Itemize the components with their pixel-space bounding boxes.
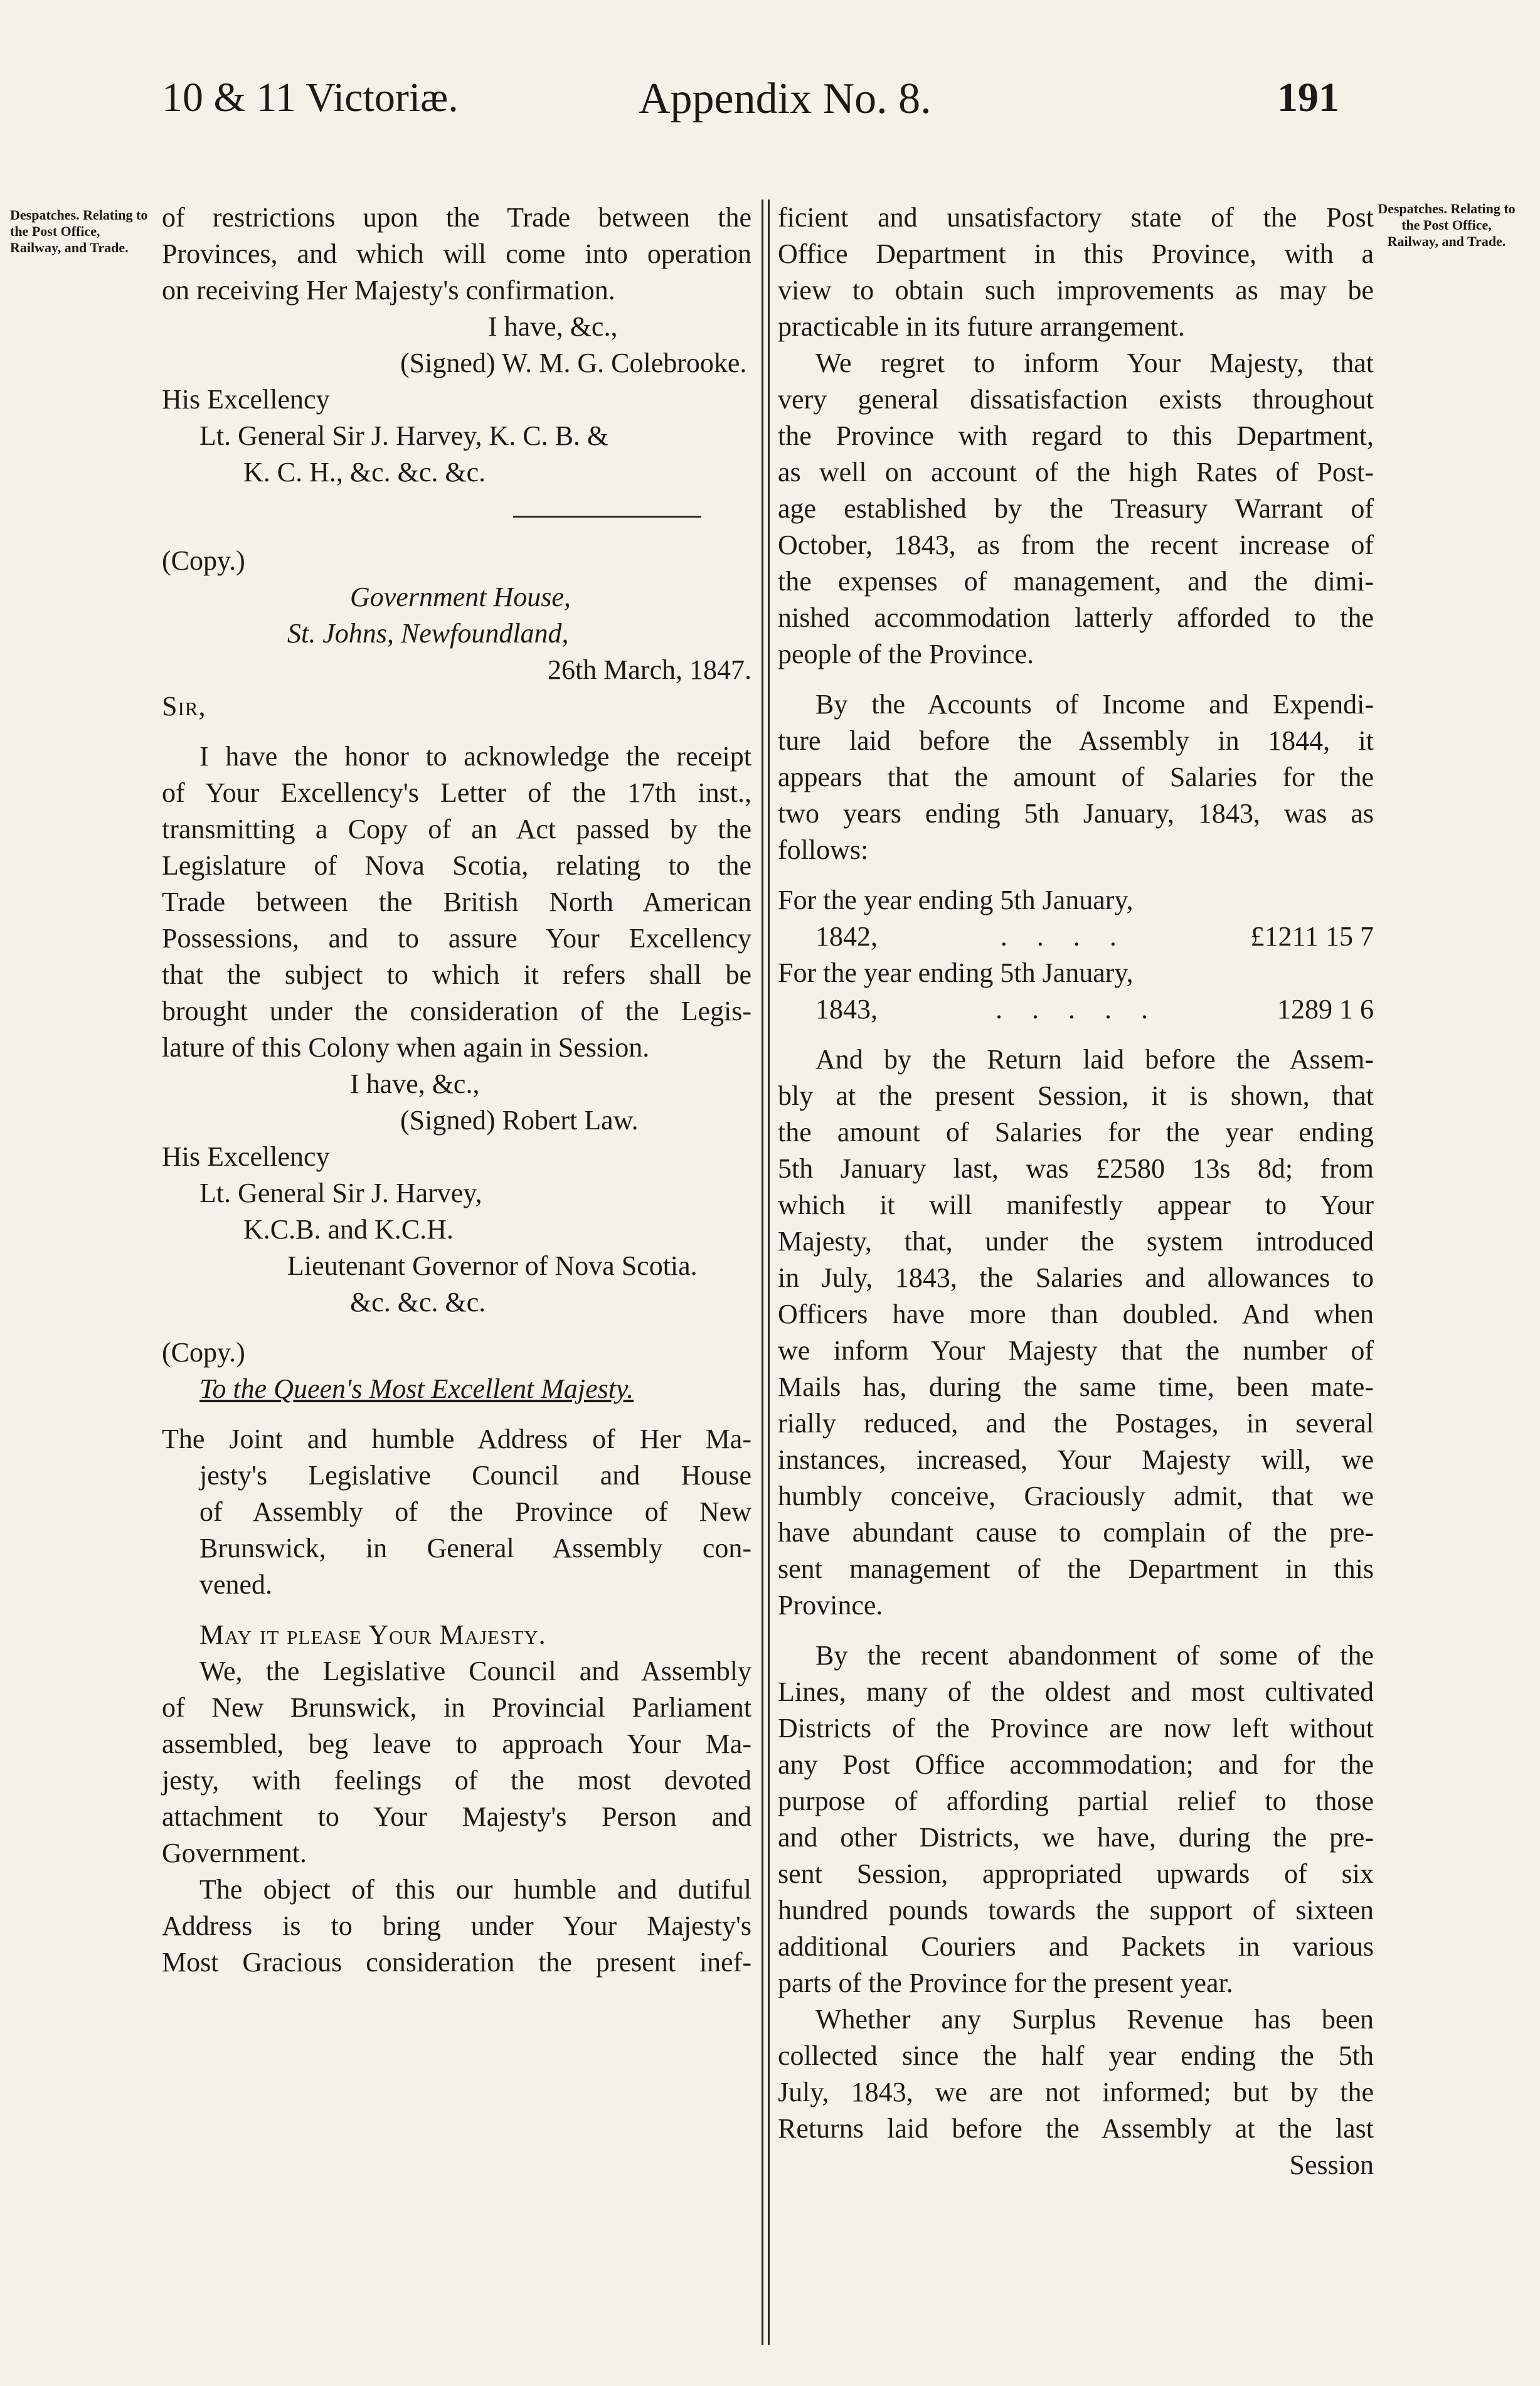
address-heading: To the Queen's Most Excellent Majesty. — [199, 1373, 634, 1404]
text-line: people of the Province. — [778, 639, 1034, 669]
text-line: jesty, with feelings of the most devoted — [162, 1765, 751, 1796]
text-line: We regret to inform Your Majesty, that — [815, 348, 1374, 378]
signature: (Signed) Robert Law. — [400, 1105, 639, 1136]
catchword: Session — [1289, 2149, 1374, 2180]
text-line: Office Department in this Province, with a — [778, 238, 1374, 269]
text-line: appears that the amount of Salaries for the — [778, 762, 1374, 792]
text-line: Lines, many of the oldest and most cultivated — [778, 1676, 1374, 1707]
text-line: view to obtain such improvements as may be — [778, 275, 1374, 306]
dateline-date: 26th March, 1847. — [547, 654, 751, 685]
signature: (Signed) W. M. G. Colebrooke. — [400, 348, 747, 378]
side-note-left: Despatches. Relating to the Post Office, Railway, and Trade. — [10, 207, 148, 255]
text-line: the amount of Salaries for the year ending — [778, 1117, 1374, 1148]
leader-dots: . . . . — [1000, 921, 1128, 952]
text-line: two years ending 5th January, 1843, was as — [778, 798, 1374, 829]
text-line: we inform Your Majesty that the number of — [778, 1335, 1374, 1366]
text-line: have abundant cause to complain of the pre- — [778, 1517, 1374, 1548]
text-line: purpose of affording partial relief to those — [778, 1786, 1374, 1816]
text-line: Officers have more than doubled. And when — [778, 1299, 1374, 1329]
account-label: For the year ending 5th January, — [778, 885, 1134, 915]
text-line: Mails has, during the same time, been mate- — [778, 1371, 1374, 1402]
page-number: 191 — [1277, 75, 1339, 120]
text-line: instances, increased, Your Majesty will, we — [778, 1444, 1374, 1475]
text-line: the expenses of management, and the dimi- — [778, 566, 1374, 597]
text-line: Districts of the Province are now left without — [778, 1713, 1374, 1744]
text-line: Trade between the British North American — [162, 887, 751, 917]
text-line: lature of this Colony when again in Session. — [162, 1032, 650, 1063]
account-row-1842 — [778, 919, 1374, 955]
text-line: of Your Excellency's Letter of the 17th inst., — [162, 777, 751, 808]
copy-label: (Copy.) — [162, 545, 245, 576]
text-line: ficient and unsatisfactory state of the Post — [778, 202, 1374, 233]
side-note-right: Despatches. Relating to the Post Office, Railway, and Trade. — [1378, 201, 1516, 249]
text-line: attachment to Your Majesty's Person and — [162, 1801, 751, 1832]
addressee: His Excellency — [162, 384, 330, 415]
text-line: We, the Legislative Council and Assembly — [199, 1656, 751, 1686]
closing: I have, &c., — [488, 311, 618, 342]
text-line: in July, 1843, the Salaries and allowances to — [778, 1262, 1374, 1293]
text-line: follows: — [778, 834, 869, 865]
text-line: Returns laid before the Assembly at the last — [778, 2113, 1374, 2144]
text-line: Possessions, and to assure Your Excellency — [162, 923, 751, 954]
text-line: Address is to bring under Your Majesty's — [162, 1910, 751, 1941]
text-line: The object of this our humble and dutiful — [199, 1874, 751, 1905]
account-year: 1842, — [815, 921, 878, 952]
text-line: sent management of the Department in this — [778, 1553, 1374, 1584]
text-line: October, 1843, as from the recent increase of — [778, 530, 1374, 560]
text-line: By the recent abandonment of some of the — [815, 1640, 1374, 1671]
text-line: Majesty, that, under the system introduced — [778, 1226, 1374, 1257]
text-line: that the subject to which it refers shall be — [162, 959, 751, 990]
account-year: 1843, — [815, 994, 878, 1025]
text-line: of Assembly of the Province of New — [199, 1496, 751, 1527]
text-line: humbly conceive, Graciously admit, that we — [778, 1481, 1374, 1511]
text-line: vened. — [199, 1569, 273, 1600]
account-row-1843 — [778, 991, 1374, 1028]
addressee-name: Lt. General Sir J. Harvey, K. C. B. & — [199, 420, 609, 451]
text-line: and other Districts, we have, during the pre- — [778, 1822, 1374, 1853]
account-label: For the year ending 5th January, — [778, 957, 1134, 988]
text-line: Province. — [778, 1590, 883, 1621]
text-line: any Post Office accommodation; and for the — [778, 1749, 1374, 1780]
closing: I have, &c., — [350, 1068, 480, 1099]
text-line: rially reduced, and the Postages, in several — [778, 1408, 1374, 1439]
column-rule — [762, 200, 763, 2345]
text-line: Brunswick, in General Assembly con- — [199, 1533, 751, 1563]
account-amount: 1289 1 6 — [1277, 994, 1374, 1025]
text-line: on receiving Her Majesty's confirmation. — [162, 275, 615, 306]
text-line: Government. — [162, 1838, 307, 1868]
text-line: age established by the Treasury Warrant of — [778, 493, 1374, 524]
column-rule — [768, 200, 770, 2345]
account-amount: £1211 15 7 — [1250, 921, 1374, 952]
text-line: practicable in its future arrangement. — [778, 311, 1185, 342]
text-line: additional Couriers and Packets in various — [778, 1931, 1374, 1962]
left-column — [162, 200, 751, 1981]
text-line: sent Session, appropriated upwards of six — [778, 1858, 1374, 1889]
addressee-name: Lt. General Sir J. Harvey, — [199, 1178, 482, 1208]
text-line: Whether any Surplus Revenue has been — [815, 2004, 1374, 2035]
addressee-etc: &c. &c. &c. — [350, 1287, 486, 1318]
text-line: Most Gracious consideration the present inef- — [162, 1947, 751, 1978]
text-line: parts of the Province for the present year. — [778, 1968, 1233, 1998]
right-column — [778, 200, 1374, 2183]
text-line: hundred pounds towards the support of sixteen — [778, 1895, 1374, 1925]
text-line: By the Accounts of Income and Expendi- — [815, 689, 1374, 720]
text-line: nished accommodation latterly afforded to the — [778, 602, 1374, 633]
text-line: bly at the present Session, it is shown, that — [778, 1080, 1374, 1111]
text-line: collected since the half year ending the 5th — [778, 2040, 1374, 2071]
copy-label: (Copy.) — [162, 1337, 245, 1368]
dateline-city: St. Johns, Newfoundland, — [287, 618, 569, 649]
addressee-titles: K.C.B. and K.C.H. — [243, 1214, 454, 1245]
address-salutation: May it please Your Majesty. — [199, 1619, 546, 1650]
text-line: And by the Return laid before the Assem- — [815, 1044, 1374, 1075]
text-line: July, 1843, we are not informed; but by the — [778, 2077, 1374, 2107]
text-line: assembled, beg leave to approach Your Ma- — [162, 1728, 751, 1759]
text-line: The Joint and humble Address of Her Ma- — [162, 1424, 751, 1454]
text-line: Provinces, and which will come into operation — [162, 238, 751, 269]
addressee-office: Lieutenant Governor of Nova Scotia. — [287, 1250, 698, 1281]
addressee: His Excellency — [162, 1141, 330, 1172]
text-line: jesty's Legislative Council and House — [199, 1460, 751, 1491]
text-line: 5th January last, was £2580 13s 8d; from — [778, 1153, 1374, 1184]
text-line: of New Brunswick, in Provincial Parliament — [162, 1692, 751, 1723]
text-line: transmitting a Copy of an Act passed by the — [162, 814, 751, 844]
text-line: the Province with regard to this Department, — [778, 420, 1374, 451]
leader-dots: . . . . . — [996, 994, 1159, 1025]
text-line: which it will manifestly appear to Your — [778, 1190, 1374, 1220]
running-head-title: 10 & 11 Victoriæ. — [162, 75, 459, 120]
section-rule — [513, 516, 701, 518]
text-line: of restrictions upon the Trade between the — [162, 202, 751, 233]
text-line: brought under the consideration of the Legis- — [162, 996, 751, 1026]
text-line: I have the honor to acknowledge the receipt — [199, 741, 751, 772]
text-line: ture laid before the Assembly in 1844, it — [778, 725, 1374, 756]
text-line: as well on account of the high Rates of Post- — [778, 457, 1374, 487]
text-line: very general dissatisfaction exists throughout — [778, 384, 1374, 415]
dateline-place: Government House, — [350, 582, 571, 612]
running-head-appendix: Appendix No. 8. — [639, 75, 932, 123]
addressee-titles: K. C. H., &c. &c. &c. — [243, 457, 486, 487]
text-line: Legislature of Nova Scotia, relating to the — [162, 850, 751, 881]
salutation: Sir, — [162, 691, 206, 722]
